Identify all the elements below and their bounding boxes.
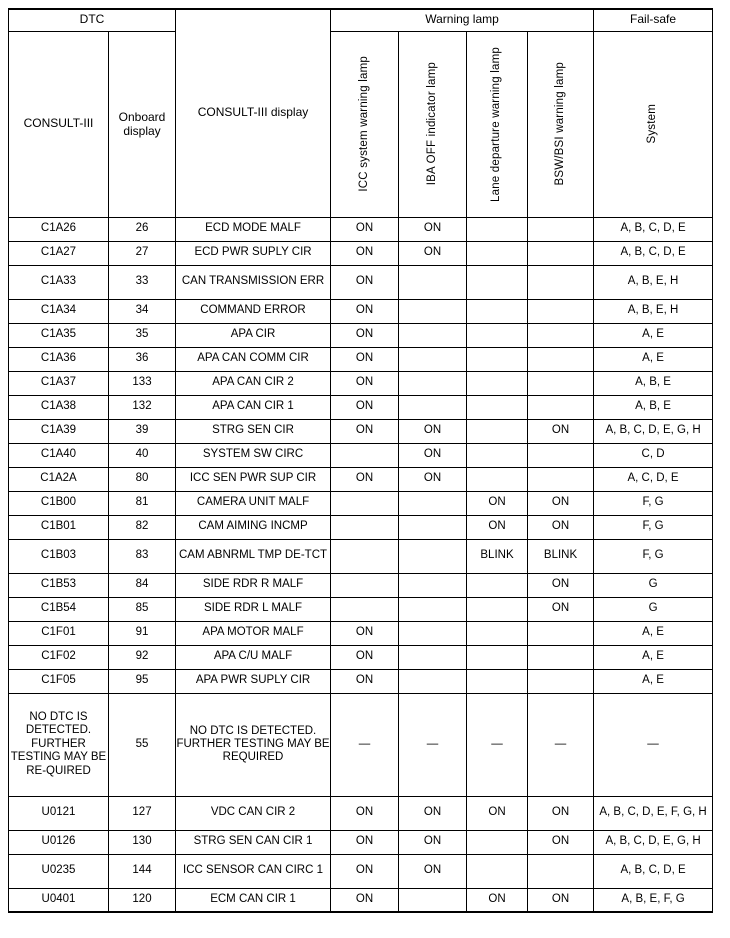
cell-onboard: 84: [109, 573, 176, 597]
cell-icc: ON: [331, 299, 399, 323]
table-row: [9, 669, 713, 693]
cell-display: CAM AIMING INCMP: [176, 515, 331, 539]
cell-onboard: 27: [109, 241, 176, 265]
cell-consult: C1A35: [9, 323, 109, 347]
cell-system: A, B, C, D, E: [594, 217, 713, 241]
cell-onboard: 144: [109, 854, 176, 888]
cell-ldw: [467, 830, 528, 854]
cell-icc: —: [331, 693, 399, 796]
table-row: [9, 597, 713, 621]
table-row: [9, 467, 713, 491]
table-row: [9, 693, 713, 796]
cell-iba: —: [399, 693, 467, 796]
cell-consult: NO DTC IS DETECTED. FURTHER TESTING MAY BE RE-QUIRED: [9, 693, 109, 796]
cell-iba: [399, 888, 467, 912]
table-row: [9, 347, 713, 371]
iba-lamp-label: IBA OFF indicator lamp: [425, 62, 438, 186]
cell-consult: C1A36: [9, 347, 109, 371]
cell-iba: [399, 645, 467, 669]
table-body: [9, 217, 713, 912]
cell-ldw: [467, 467, 528, 491]
cell-system: A, E: [594, 645, 713, 669]
table-row: [9, 299, 713, 323]
cell-onboard: 34: [109, 299, 176, 323]
cell-consult: C1B00: [9, 491, 109, 515]
cell-ldw: ON: [467, 796, 528, 830]
cell-bsw: BLINK: [528, 539, 594, 573]
table-header: [9, 9, 713, 217]
cell-icc: ON: [331, 854, 399, 888]
cell-icc: ON: [331, 241, 399, 265]
cell-display: CAMERA UNIT MALF: [176, 491, 331, 515]
dtc-warning-lamp-table: [8, 8, 713, 913]
cell-ldw: [467, 645, 528, 669]
cell-icc: [331, 491, 399, 515]
cell-display: STRG SEN CIR: [176, 419, 331, 443]
cell-consult: C1F05: [9, 669, 109, 693]
table-row: [9, 395, 713, 419]
cell-icc: ON: [331, 265, 399, 299]
cell-ldw: [467, 265, 528, 299]
cell-icc: ON: [331, 645, 399, 669]
cell-icc: ON: [331, 347, 399, 371]
cell-system: F, G: [594, 491, 713, 515]
cell-onboard: 82: [109, 515, 176, 539]
cell-iba: ON: [399, 467, 467, 491]
cell-icc: ON: [331, 217, 399, 241]
cell-system: A, B, E: [594, 395, 713, 419]
cell-display: APA CIR: [176, 323, 331, 347]
column-header-bsw-bsi-warning-lamp: [528, 31, 594, 217]
cell-consult: C1A34: [9, 299, 109, 323]
cell-consult: C1A27: [9, 241, 109, 265]
cell-ldw: BLINK: [467, 539, 528, 573]
cell-system: A, E: [594, 621, 713, 645]
cell-icc: ON: [331, 621, 399, 645]
cell-display: ECD PWR SUPLY CIR: [176, 241, 331, 265]
cell-onboard: 85: [109, 597, 176, 621]
column-header-lane-departure-warning-lamp: [467, 31, 528, 217]
cell-bsw: [528, 395, 594, 419]
cell-iba: [399, 539, 467, 573]
cell-bsw: [528, 217, 594, 241]
cell-bsw: —: [528, 693, 594, 796]
cell-display: APA CAN COMM CIR: [176, 347, 331, 371]
cell-ldw: [467, 621, 528, 645]
column-header-consult-display: CONSULT-III display: [176, 9, 331, 217]
cell-bsw: ON: [528, 573, 594, 597]
cell-consult: C1A2A: [9, 467, 109, 491]
icc-lamp-label: ICC system warning lamp: [357, 56, 370, 192]
cell-onboard: 133: [109, 371, 176, 395]
onboard-display-line2: display: [123, 124, 161, 138]
cell-ldw: [467, 854, 528, 888]
cell-iba: ON: [399, 419, 467, 443]
cell-bsw: [528, 371, 594, 395]
cell-consult: C1B01: [9, 515, 109, 539]
cell-bsw: [528, 669, 594, 693]
cell-system: A, C, D, E: [594, 467, 713, 491]
cell-icc: [331, 573, 399, 597]
cell-bsw: ON: [528, 796, 594, 830]
cell-bsw: ON: [528, 830, 594, 854]
column-header-onboard-display: [109, 31, 176, 217]
cell-ldw: [467, 597, 528, 621]
cell-icc: [331, 539, 399, 573]
cell-ldw: ON: [467, 888, 528, 912]
cell-onboard: 95: [109, 669, 176, 693]
cell-icc: ON: [331, 395, 399, 419]
cell-system: G: [594, 573, 713, 597]
cell-ldw: [467, 347, 528, 371]
cell-bsw: ON: [528, 515, 594, 539]
cell-iba: ON: [399, 443, 467, 467]
column-header-row: [9, 31, 713, 217]
cell-iba: [399, 347, 467, 371]
cell-system: —: [594, 693, 713, 796]
cell-onboard: 130: [109, 830, 176, 854]
cell-iba: [399, 573, 467, 597]
cell-consult: C1A33: [9, 265, 109, 299]
cell-onboard: 36: [109, 347, 176, 371]
cell-system: A, E: [594, 347, 713, 371]
cell-display: NO DTC IS DETECTED. FURTHER TESTING MAY BE REQUIRED: [176, 693, 331, 796]
cell-display: ECD MODE MALF: [176, 217, 331, 241]
cell-ldw: —: [467, 693, 528, 796]
cell-icc: ON: [331, 888, 399, 912]
cell-onboard: 92: [109, 645, 176, 669]
cell-icc: ON: [331, 830, 399, 854]
table-row: [9, 241, 713, 265]
cell-bsw: [528, 299, 594, 323]
cell-display: SIDE RDR R MALF: [176, 573, 331, 597]
table-row: [9, 621, 713, 645]
group-header-row: [9, 9, 713, 31]
cell-icc: ON: [331, 371, 399, 395]
cell-iba: ON: [399, 796, 467, 830]
cell-display: CAM ABNRML TMP DE-TCT: [176, 539, 331, 573]
cell-system: A, E: [594, 669, 713, 693]
cell-onboard: 39: [109, 419, 176, 443]
cell-onboard: 80: [109, 467, 176, 491]
cell-icc: [331, 443, 399, 467]
table-row: [9, 645, 713, 669]
cell-icc: ON: [331, 419, 399, 443]
cell-ldw: [467, 217, 528, 241]
cell-onboard: 35: [109, 323, 176, 347]
cell-bsw: ON: [528, 491, 594, 515]
table-row: [9, 323, 713, 347]
cell-iba: ON: [399, 217, 467, 241]
cell-iba: [399, 621, 467, 645]
cell-onboard: 132: [109, 395, 176, 419]
cell-consult: C1F02: [9, 645, 109, 669]
ldw-lamp-label: Lane departure warning lamp: [490, 46, 503, 202]
cell-display: APA CAN CIR 2: [176, 371, 331, 395]
cell-bsw: [528, 443, 594, 467]
cell-onboard: 83: [109, 539, 176, 573]
cell-onboard: 55: [109, 693, 176, 796]
cell-system: A, B, C, D, E, G, H: [594, 419, 713, 443]
cell-system: A, B, C, D, E, G, H: [594, 830, 713, 854]
cell-bsw: [528, 621, 594, 645]
cell-bsw: [528, 323, 594, 347]
cell-icc: [331, 515, 399, 539]
cell-iba: [399, 265, 467, 299]
cell-onboard: 120: [109, 888, 176, 912]
cell-display: SIDE RDR L MALF: [176, 597, 331, 621]
table-row: [9, 371, 713, 395]
cell-bsw: ON: [528, 419, 594, 443]
cell-consult: C1B03: [9, 539, 109, 573]
cell-iba: [399, 669, 467, 693]
cell-consult: C1B53: [9, 573, 109, 597]
cell-system: A, B, C, D, E: [594, 854, 713, 888]
cell-bsw: [528, 347, 594, 371]
table-row: [9, 515, 713, 539]
table-row: [9, 796, 713, 830]
cell-display: APA MOTOR MALF: [176, 621, 331, 645]
cell-onboard: 26: [109, 217, 176, 241]
cell-ldw: [467, 371, 528, 395]
cell-display: ICC SENSOR CAN CIRC 1: [176, 854, 331, 888]
cell-icc: [331, 597, 399, 621]
cell-icc: ON: [331, 467, 399, 491]
cell-consult: U0121: [9, 796, 109, 830]
cell-system: A, B, C, D, E: [594, 241, 713, 265]
cell-display: APA C/U MALF: [176, 645, 331, 669]
table-row: [9, 830, 713, 854]
cell-bsw: ON: [528, 597, 594, 621]
cell-system: A, B, E, F, G: [594, 888, 713, 912]
cell-consult: C1B54: [9, 597, 109, 621]
column-header-consult-iii: CONSULT-III: [9, 31, 109, 217]
cell-icc: ON: [331, 669, 399, 693]
system-label: System: [646, 104, 659, 144]
cell-display: SYSTEM SW CIRC: [176, 443, 331, 467]
group-header-dtc: DTC: [9, 9, 176, 31]
cell-display: COMMAND ERROR: [176, 299, 331, 323]
column-header-system: [594, 31, 713, 217]
cell-consult: U0235: [9, 854, 109, 888]
cell-system: A, B, E: [594, 371, 713, 395]
cell-ldw: [467, 669, 528, 693]
cell-consult: C1A37: [9, 371, 109, 395]
cell-ldw: [467, 323, 528, 347]
cell-consult: C1F01: [9, 621, 109, 645]
cell-iba: ON: [399, 241, 467, 265]
cell-bsw: [528, 645, 594, 669]
cell-ldw: ON: [467, 515, 528, 539]
cell-onboard: 127: [109, 796, 176, 830]
cell-iba: [399, 395, 467, 419]
cell-bsw: ON: [528, 888, 594, 912]
bsw-lamp-label: BSW/BSI warning lamp: [553, 62, 566, 186]
table-row: [9, 419, 713, 443]
cell-system: F, G: [594, 539, 713, 573]
cell-iba: [399, 371, 467, 395]
cell-onboard: 81: [109, 491, 176, 515]
column-header-icc-system-warning-lamp: [331, 31, 399, 217]
cell-ldw: [467, 395, 528, 419]
cell-onboard: 40: [109, 443, 176, 467]
cell-bsw: [528, 265, 594, 299]
cell-system: A, B, C, D, E, F, G, H: [594, 796, 713, 830]
table-row: [9, 888, 713, 912]
cell-iba: [399, 299, 467, 323]
cell-display: ECM CAN CIR 1: [176, 888, 331, 912]
cell-system: C, D: [594, 443, 713, 467]
cell-ldw: [467, 299, 528, 323]
table-row: [9, 491, 713, 515]
table-row: [9, 265, 713, 299]
table-row: [9, 443, 713, 467]
cell-display: VDC CAN CIR 2: [176, 796, 331, 830]
cell-consult: U0401: [9, 888, 109, 912]
cell-iba: ON: [399, 854, 467, 888]
onboard-display-line1: Onboard: [118, 109, 166, 124]
table-row: [9, 854, 713, 888]
cell-consult: C1A38: [9, 395, 109, 419]
cell-bsw: [528, 241, 594, 265]
cell-display: APA PWR SUPLY CIR: [176, 669, 331, 693]
table-row: [9, 217, 713, 241]
cell-iba: [399, 515, 467, 539]
cell-consult: C1A26: [9, 217, 109, 241]
cell-iba: ON: [399, 830, 467, 854]
cell-iba: [399, 597, 467, 621]
cell-icc: ON: [331, 796, 399, 830]
cell-bsw: [528, 467, 594, 491]
cell-consult: U0126: [9, 830, 109, 854]
cell-iba: [399, 491, 467, 515]
table-row: [9, 573, 713, 597]
cell-system: A, E: [594, 323, 713, 347]
cell-display: STRG SEN CAN CIR 1: [176, 830, 331, 854]
cell-display: ICC SEN PWR SUP CIR: [176, 467, 331, 491]
table-row: [9, 539, 713, 573]
cell-system: F, G: [594, 515, 713, 539]
cell-display: CAN TRANSMISSION ERR: [176, 265, 331, 299]
cell-system: A, B, E, H: [594, 265, 713, 299]
cell-display: APA CAN CIR 1: [176, 395, 331, 419]
cell-ldw: [467, 573, 528, 597]
cell-ldw: [467, 419, 528, 443]
cell-ldw: [467, 241, 528, 265]
cell-ldw: ON: [467, 491, 528, 515]
cell-consult: C1A40: [9, 443, 109, 467]
cell-consult: C1A39: [9, 419, 109, 443]
cell-iba: [399, 323, 467, 347]
cell-onboard: 33: [109, 265, 176, 299]
cell-system: A, B, E, H: [594, 299, 713, 323]
group-header-fail-safe: Fail-safe: [594, 9, 713, 31]
cell-onboard: 91: [109, 621, 176, 645]
cell-bsw: [528, 854, 594, 888]
cell-system: G: [594, 597, 713, 621]
group-header-warning-lamp: Warning lamp: [331, 9, 594, 31]
cell-icc: ON: [331, 323, 399, 347]
column-header-iba-off-indicator-lamp: [399, 31, 467, 217]
cell-ldw: [467, 443, 528, 467]
